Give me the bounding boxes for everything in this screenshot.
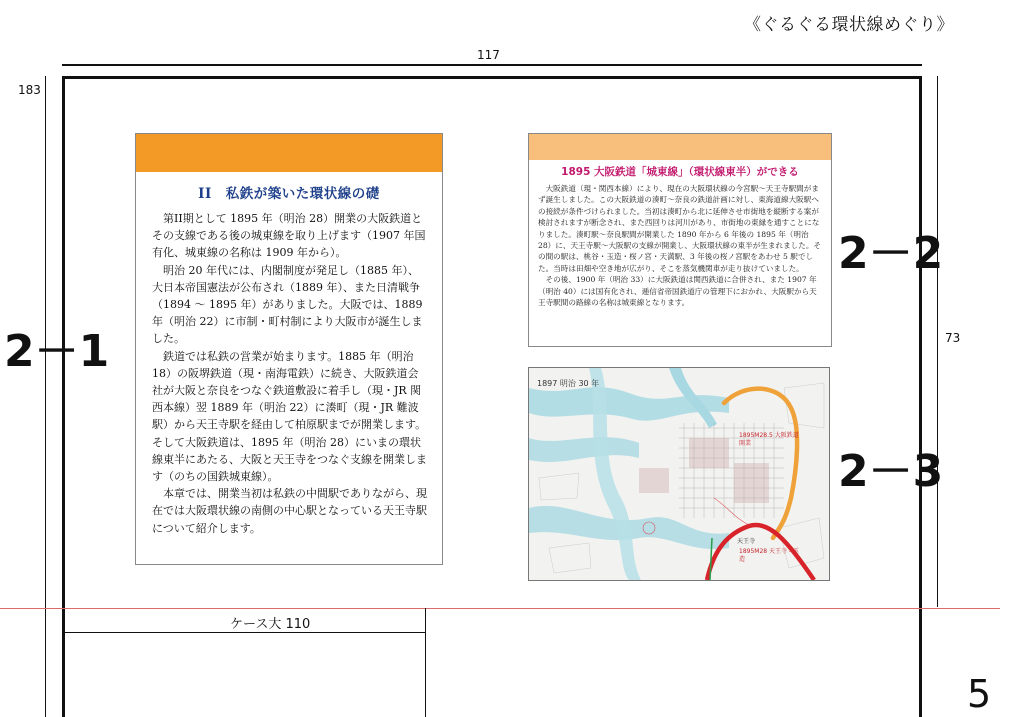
case-divider-line (425, 608, 426, 717)
panel-body (529, 183, 831, 308)
section-label-2-2: 2－2 (838, 228, 944, 279)
section-label-2-3: 2－3 (838, 446, 944, 497)
section-label-2-1: 2－1 (4, 326, 110, 377)
panel-header-band (136, 134, 442, 172)
frame-top-line (62, 64, 922, 66)
dimension-left: 183 (18, 83, 41, 97)
paragraph: 本章では、開業当初は私鉄の中間駅でありながら、現在では大阪環状線の南側の中心駅となっている天王寺駅について紹介します。 (152, 487, 427, 535)
map-caption: 1897 明治 30 年 (537, 379, 600, 388)
map-note: 1895M28.5 大阪鉄道開業 (739, 432, 799, 447)
paragraph: その後、1900 年（明治 33）に大阪鉄道は関西鉄道に合併され、また 1907 年（明治 40）には国有化され、逓信省帝国鉄道庁の管理下におかれ、大阪駅から天王寺駅間の路線の名称は城東線となります。 (538, 275, 817, 308)
bleed-guide-line (0, 608, 1000, 609)
paragraph: 鉄道では私鉄の営業が始まります。1885 年（明治 18）の阪堺鉄道（現・南海電鉄）に続き、大阪鉄道会社が大阪と奈良をつなぐ鉄道敷設に着手し（現・JR 関西本線）翌 1889 年（明治 22）に湊町（現・JR 難波駅）から天王寺駅を経由して柏原駅までが開業します。そして大阪鉄道は、1895 年（明治 28）にいまの環状線東半にあたる、大阪と天王寺をつなぐ支線を開業します（のちの国鉄城東線）。 (152, 349, 427, 484)
case-size-label: ケース大 110 (230, 617, 311, 632)
frame-right-border (919, 76, 922, 717)
left-guide-line (45, 76, 46, 717)
historic-map-image (528, 367, 830, 581)
panel-body (136, 210, 442, 537)
map-note: 1895M28 天王寺 - 玉造 (739, 548, 799, 563)
panel-2-1 (135, 133, 443, 565)
case-guide-line (62, 632, 426, 633)
panel-header-band (529, 134, 831, 160)
frame-left-border (62, 76, 65, 717)
map-station-label: 天王寺 (737, 538, 756, 545)
panel-2-2 (528, 133, 832, 347)
page-number: 5 (967, 672, 992, 716)
dimension-top: 117 (477, 48, 500, 62)
dimension-right: 73 (945, 331, 961, 345)
document-header-title: 《ぐるぐる環状線めぐり》 (744, 15, 954, 35)
frame-top-border (62, 76, 922, 79)
right-guide-line (937, 76, 938, 607)
paragraph: 大阪鉄道（現・関西本線）により、現在の大阪環状線の今宮駅～天王寺駅間がまず誕生しました。この大阪鉄道の湊町～奈良の鉄道計画に対し、東海道線大阪駅への接続が条件づけられました。当初は湊町から北に延伸させ市街地を縦断する案が検討されますが断念され、また西回りは河川があり、市街地の東縁を通すことになりました。湊町駅～奈良駅間が開業した 1890 年から 6 年後の 1895 年（明治 28）に、天王寺駅～大阪駅の支線が開業し、大阪環状線の東半が生まれました。その間の駅は、桃谷・玉造・桜ノ宮・天満駅、3 年後の桜ノ宮駅をあわせ 5 駅でした。当時は田畑や空き地が広がり、そこを蒸気機関車が走り抜けていました。 (538, 184, 822, 273)
panel-title: 1895 大阪鉄道「城東線」（環状線東半）ができる (561, 166, 799, 178)
paragraph: 第II期として 1895 年（明治 28）開業の大阪鉄道とその支線である後の城東線を取り上げます（1907 年国有化、城東線の名称は 1909 年から）。 (152, 212, 426, 260)
panel-title: II 私鉄が築いた環状線の礎 (198, 186, 380, 202)
paragraph: 明治 20 年代には、内閣制度が発足し（1885 年）、大日本帝国憲法が公布され（1889 年）、また日清戦争（1894 ～ 1895 年）がありました。大阪では、1889 年（明治 22）に市制・町村制により大阪市が誕生しました。 (152, 263, 423, 346)
